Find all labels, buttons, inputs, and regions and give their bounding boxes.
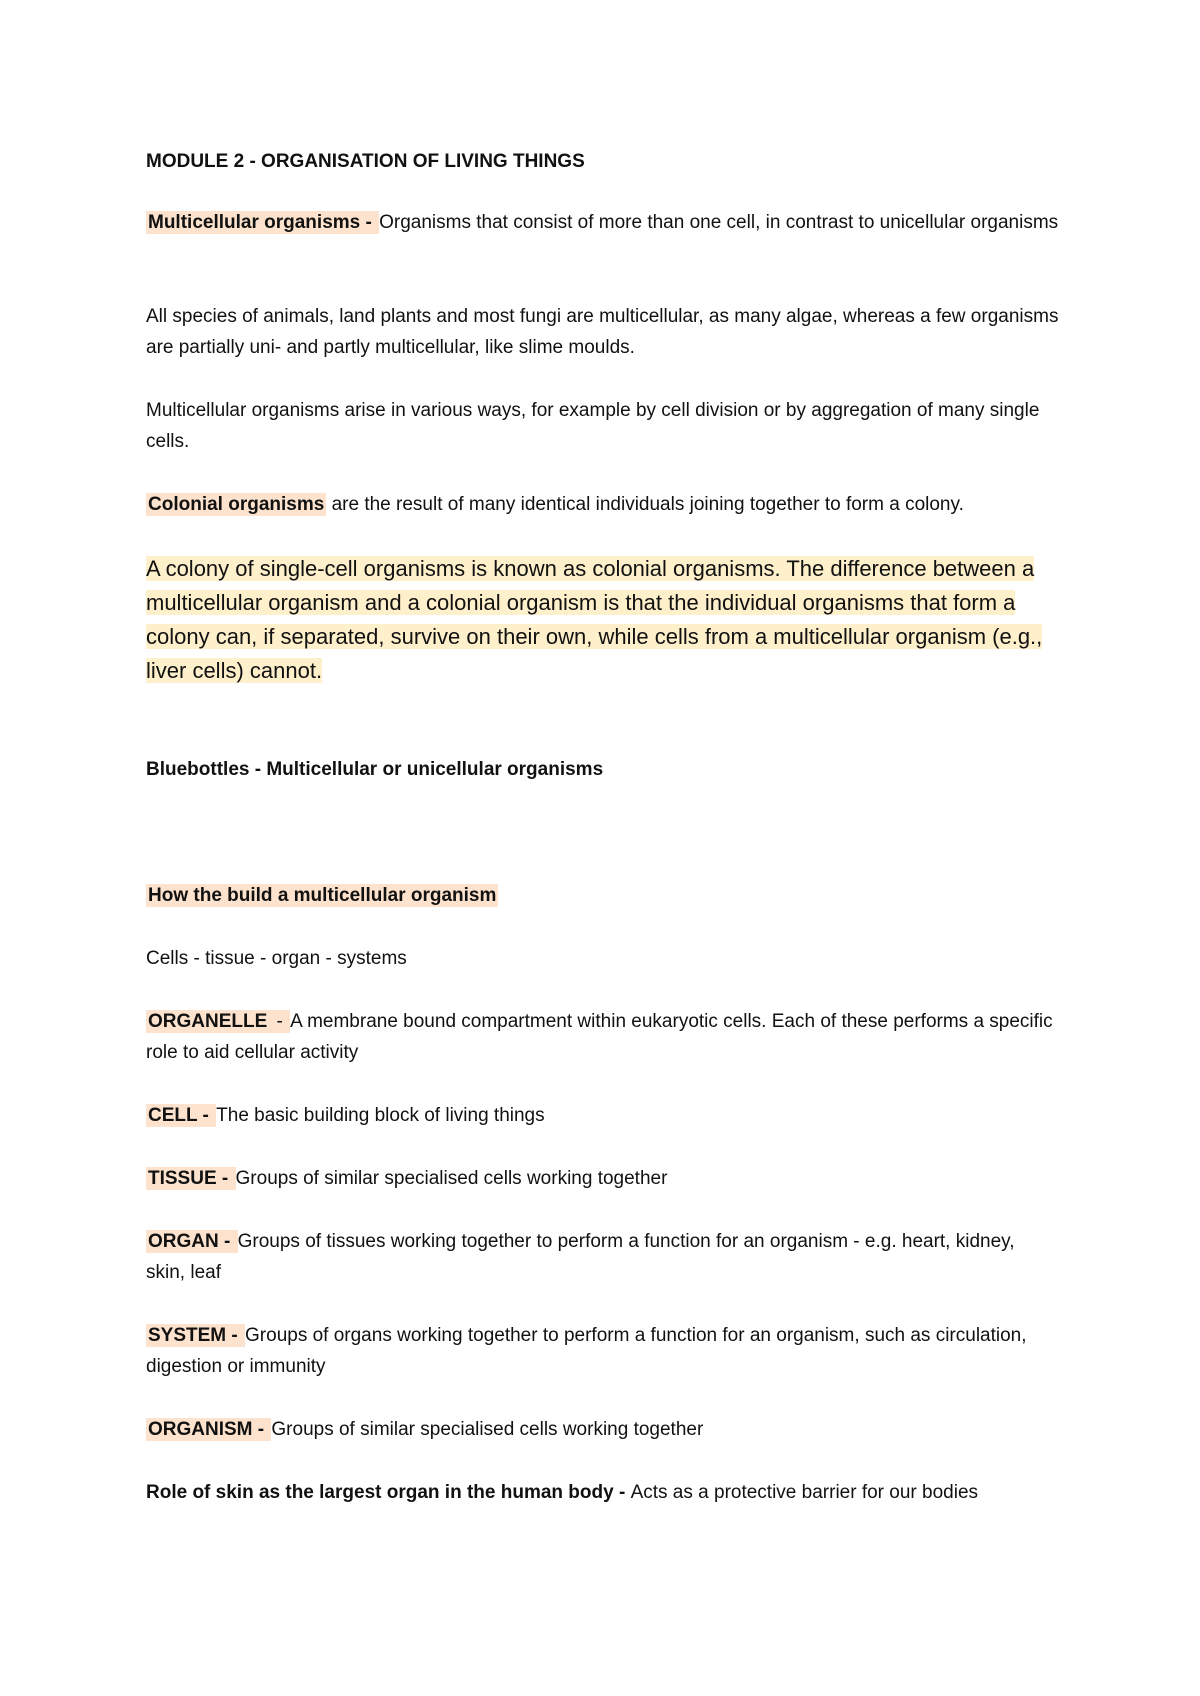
organ-text: Groups of tissues working together to perform a function for an organism - e.g. heart, kidney, skin, leaf — [146, 1231, 1015, 1283]
organism-text: Groups of similar specialised cells working together — [271, 1419, 704, 1440]
organ-term: ORGAN - — [148, 1231, 236, 1252]
cell-text: The basic building block of living things — [216, 1105, 545, 1126]
colony-note — [146, 552, 1071, 688]
cell-term: CELL - — [148, 1105, 215, 1126]
colonial-term: Colonial organisms — [148, 494, 325, 515]
species-paragraph: All species of animals, land plants and most fungi are multicellular, as many algae, whereas a few organisms are partially uni- and partly multicellular, like slime moulds. — [146, 306, 1059, 358]
colonial-paragraph — [146, 489, 1076, 520]
build-heading — [146, 880, 498, 911]
build-heading-text: How the build a multicellular organism — [148, 885, 497, 906]
multicellular-definition — [146, 207, 1076, 238]
tissue-term: TISSUE - — [148, 1168, 234, 1189]
definition-organelle — [146, 1006, 1066, 1068]
tissue-text: Groups of similar specialised cells working together — [235, 1168, 668, 1189]
arise-paragraph: Multicellular organisms arise in various ways, for example by cell division or by aggregation of many single cells. — [146, 400, 1040, 452]
system-text: Groups of organs working together to perform a function for an organism, such as circulation, digestion or immunity — [146, 1325, 1027, 1377]
colony-note-text: A colony of single-cell organisms is known as colonial organisms. The difference between a multicellular organism and a colonial organism is that the individual organisms that form a colony can, if separated, survive on their own, while cells from a multicellular organism (e.g., liver cells) cannot. — [146, 556, 1043, 683]
colonial-text: are the result of many identical individuals joining together to form a colony. — [326, 494, 964, 515]
definition-organism — [146, 1414, 1076, 1445]
organism-term: ORGANISM - — [148, 1419, 270, 1440]
skin-paragraph — [146, 1477, 1086, 1508]
definition-organ — [146, 1226, 1046, 1288]
definition-system — [146, 1320, 1046, 1382]
organelle-term: ORGANELLE — [148, 1011, 268, 1032]
multicellular-term: Multicellular organisms - — [148, 212, 378, 233]
skin-term: Role of skin as the largest organ in the human body - — [146, 1482, 631, 1503]
organelle-sep: - — [271, 1011, 289, 1032]
organelle-text: A membrane bound compartment within eukaryotic cells. Each of these performs a specific role to aid cellular activity — [146, 1011, 1053, 1063]
hierarchy-line: Cells - tissue - organ - systems — [146, 948, 407, 969]
definition-cell — [146, 1100, 1076, 1131]
page-title: MODULE 2 - ORGANISATION OF LIVING THINGS — [146, 151, 585, 172]
bluebottles-heading: Bluebottles - Multicellular or unicellular organisms — [146, 759, 604, 780]
definition-tissue — [146, 1163, 1076, 1194]
skin-text: Acts as a protective barrier for our bodies — [630, 1482, 979, 1503]
multicellular-text: Organisms that consist of more than one cell, in contrast to unicellular organisms — [379, 212, 1059, 233]
system-term: SYSTEM - — [148, 1325, 244, 1346]
